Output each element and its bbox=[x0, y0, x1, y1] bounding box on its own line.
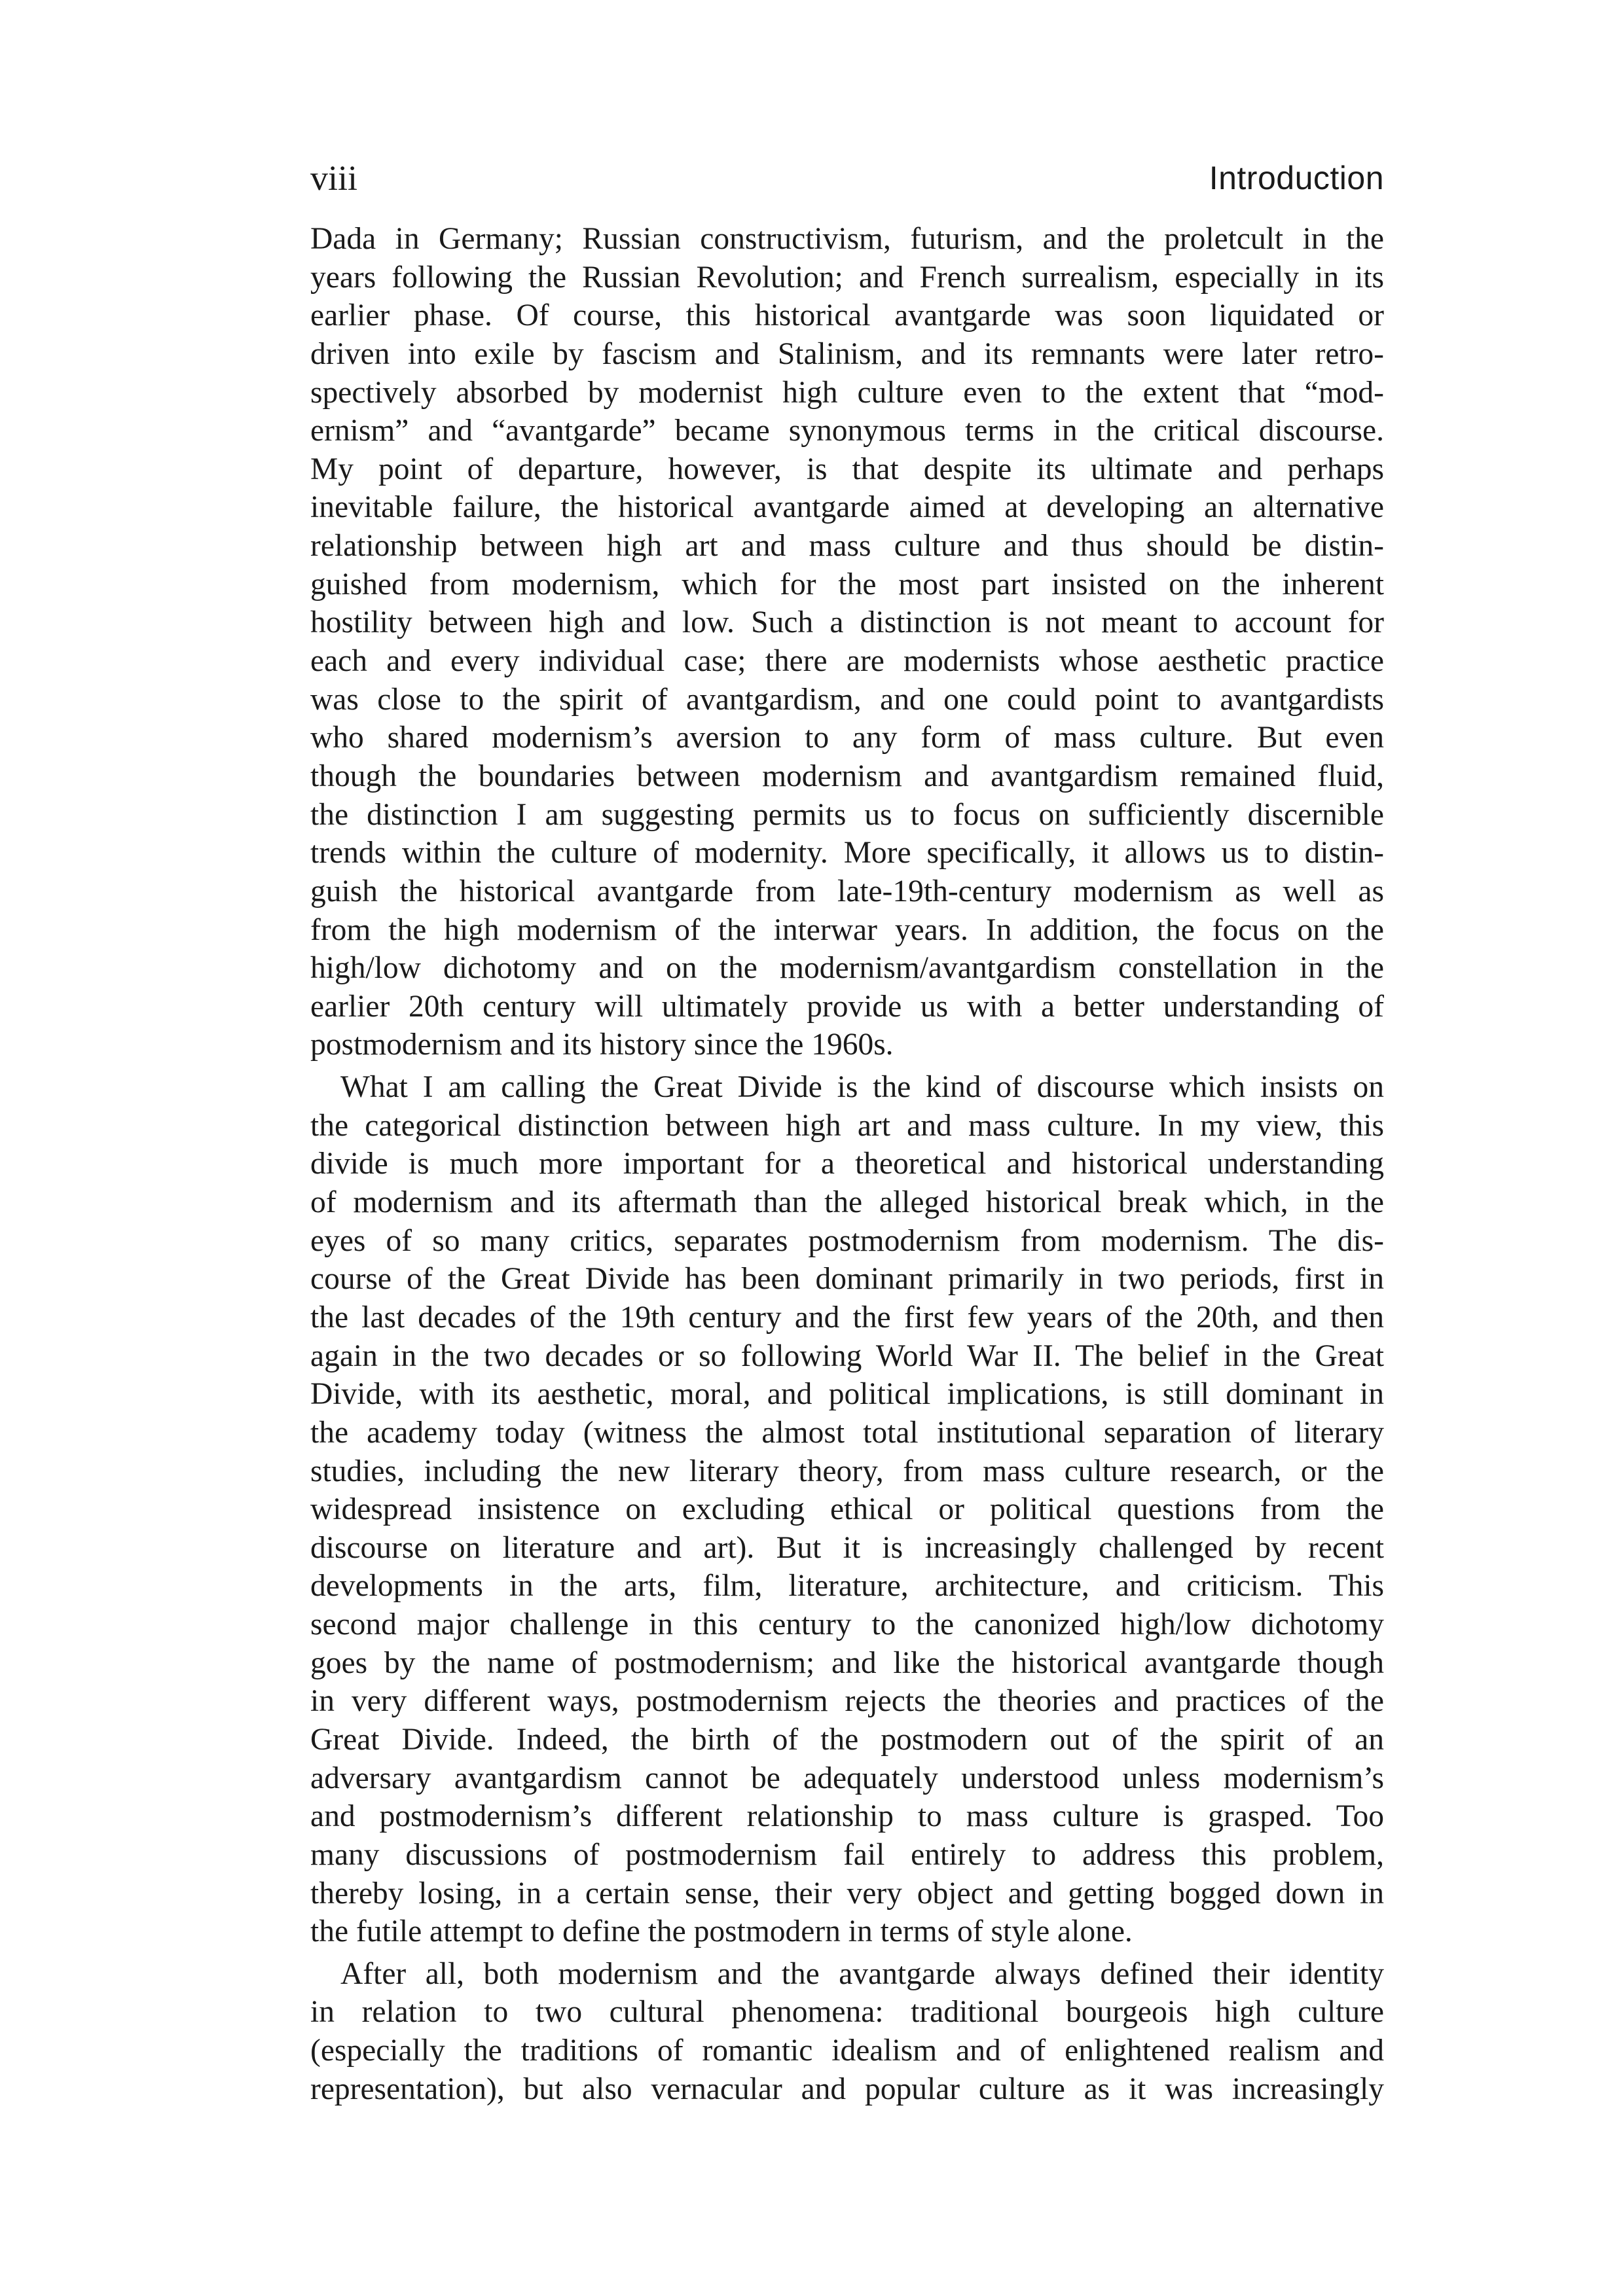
text-line: adversary avantgardism cannot be adequately understood unless modernism’s bbox=[310, 1761, 1384, 1795]
text-line: My point of departure, however, is that despite its ultimate and perhaps bbox=[310, 452, 1384, 486]
text-line: relationship between high art and mass culture and thus should be distin- bbox=[310, 529, 1384, 564]
text-line: representation), but also vernacular and popular culture as it was increasingly bbox=[310, 2072, 1384, 2106]
text-line: the futile attempt to define the postmodern in terms of style alone. bbox=[310, 1914, 1133, 1949]
text-line: from the high modernism of the interwar years. In addition, the focus on the bbox=[310, 912, 1384, 947]
text-line: discourse on literature and art). But it is increasingly challenged by recent bbox=[310, 1530, 1384, 1565]
text-line: though the boundaries between modernism and avantgardism remained fluid, bbox=[310, 759, 1384, 793]
text-line: Dada in Germany; Russian constructivism, futurism, and the proletcult in the bbox=[310, 222, 1384, 256]
text-line: hostility between high and low. Such a distinction is not meant to account for bbox=[310, 605, 1384, 640]
text-line: Divide, with its aesthetic, moral, and political implications, is still dominant in bbox=[310, 1377, 1384, 1412]
text-line: course of the Great Divide has been dominant primarily in two periods, first in bbox=[310, 1262, 1384, 1297]
text-line: in relation to two cultural phenomena: traditional bourgeois high culture bbox=[310, 1995, 1384, 2030]
text-line: After all, both modernism and the avantgarde always defined their identity bbox=[340, 1956, 1384, 1991]
text-line: What I am calling the Great Divide is the kind of discourse which insists on bbox=[340, 1070, 1384, 1105]
text-line: the distinction I am suggesting permits us to focus on sufficiently discernible bbox=[310, 797, 1384, 832]
text-line: goes by the name of postmodernism; and like the historical avantgarde though bbox=[310, 1645, 1384, 1680]
text-line: was close to the spirit of avantgardism, and one could point to avantgardists bbox=[310, 682, 1384, 717]
running-head bbox=[310, 152, 1384, 204]
text-line: trends within the culture of modernity. More specifically, it allows us to distin- bbox=[310, 836, 1384, 870]
paragraph bbox=[310, 220, 1384, 1064]
body-text bbox=[310, 220, 1384, 2108]
text-line: second major challenge in this century to the canonized high/low dichotomy bbox=[310, 1607, 1384, 1642]
text-line: earlier phase. Of course, this historical avantgarde was soon liquidated or bbox=[310, 298, 1384, 333]
text-line: guish the historical avantgarde from late-19th-century modernism as well as bbox=[310, 874, 1384, 908]
text-line: widespread insistence on excluding ethical or political questions from the bbox=[310, 1492, 1384, 1527]
text-line: eyes of so many critics, separates postmodernism from modernism. The dis- bbox=[310, 1223, 1384, 1258]
text-line: many discussions of postmodernism fail entirely to address this problem, bbox=[310, 1837, 1384, 1872]
text-line: driven into exile by fascism and Stalinism, and its remnants were later retro- bbox=[310, 336, 1384, 371]
paragraph bbox=[310, 1068, 1384, 1951]
text-line: ernism” and “avantgarde” became synonymous terms in the critical discourse. bbox=[310, 414, 1384, 448]
text-line: studies, including the new literary theory, from mass culture research, or the bbox=[310, 1454, 1384, 1488]
text-line: inevitable failure, the historical avantgarde aimed at developing an alternative bbox=[310, 490, 1384, 525]
text-line: the last decades of the 19th century and the first few years of the 20th, and then bbox=[310, 1300, 1384, 1335]
text-line: and postmodernism’s different relationship to mass culture is grasped. Too bbox=[310, 1799, 1384, 1834]
text-line: the academy today (witness the almost total institutional separation of literary bbox=[310, 1415, 1384, 1450]
text-line: guished from modernism, which for the most part insisted on the inherent bbox=[310, 567, 1384, 601]
text-line: in very different ways, postmodernism rejects the theories and practices of the bbox=[310, 1684, 1384, 1719]
text-line: who shared modernism’s aversion to any form of mass culture. But even bbox=[310, 721, 1384, 755]
text-line: (especially the traditions of romantic idealism and of enlightened realism and bbox=[310, 2034, 1384, 2068]
text-line: developments in the arts, film, literature, architecture, and criticism. This bbox=[310, 1569, 1384, 1604]
text-line: earlier 20th century will ultimately provide us with a better understanding of bbox=[310, 989, 1384, 1024]
text-line: each and every individual case; there are modernists whose aesthetic practice bbox=[310, 644, 1384, 679]
text-line: of modernism and its aftermath than the alleged historical break which, in the bbox=[310, 1185, 1384, 1220]
text-line: high/low dichotomy and on the modernism/avantgardism constellation in the bbox=[310, 951, 1384, 986]
text-line: divide is much more important for a theoretical and historical understanding bbox=[310, 1147, 1384, 1181]
text-line: the categorical distinction between high art and mass culture. In my view, this bbox=[310, 1108, 1384, 1143]
text-line: Great Divide. Indeed, the birth of the postmodern out of the spirit of an bbox=[310, 1722, 1384, 1757]
paragraph bbox=[310, 1955, 1384, 2109]
text-line: again in the two decades or so following World War II. The belief in the Great bbox=[310, 1338, 1384, 1373]
page-number: viii bbox=[310, 158, 358, 198]
chapter-title: Introduction bbox=[1209, 160, 1384, 196]
text-line: postmodernism and its history since the 1960s. bbox=[310, 1028, 894, 1062]
text-line: spectively absorbed by modernist high culture even to the extent that “mod- bbox=[310, 375, 1384, 410]
text-line: years following the Russian Revolution; and French surrealism, especially in its bbox=[310, 260, 1384, 295]
text-line: thereby losing, in a certain sense, their very object and getting bogged down in bbox=[310, 1876, 1384, 1910]
